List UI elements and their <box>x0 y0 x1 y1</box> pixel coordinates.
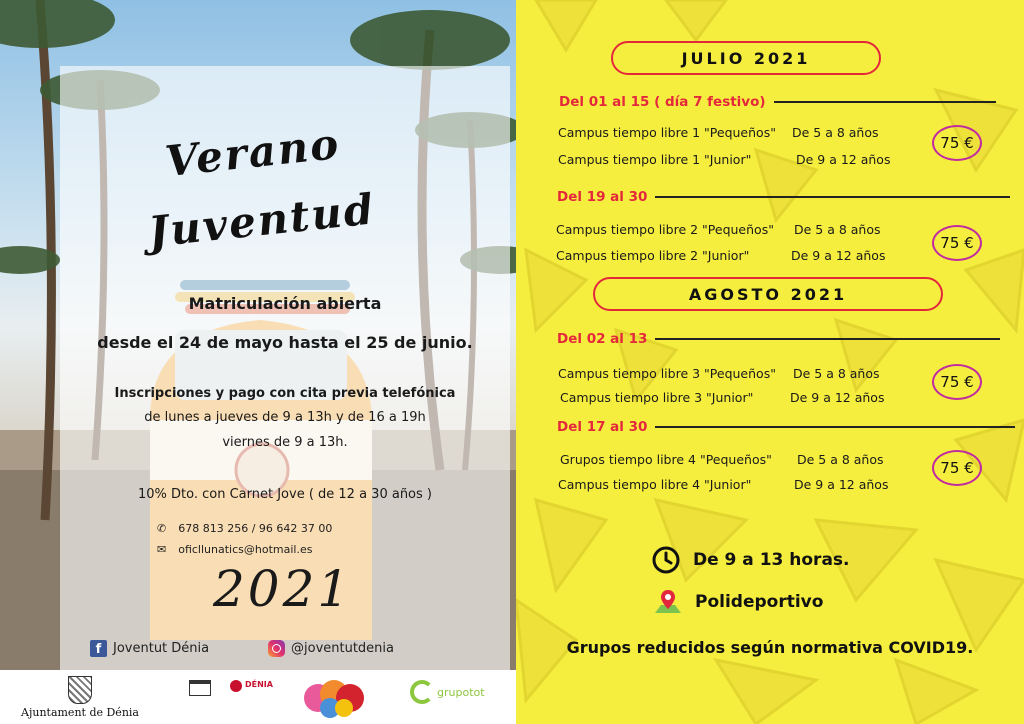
instagram-handle: @joventutdenia <box>291 641 394 656</box>
dinamica-logo <box>300 674 370 720</box>
period-2-label: Del 19 al 30 <box>557 189 1010 205</box>
contact-phone <box>157 522 332 535</box>
ajuntament-logo <box>20 676 140 719</box>
period-3-label: Del 02 al 13 <box>557 331 1000 347</box>
price-badge-3: 75 € <box>932 364 982 400</box>
coat-of-arms-icon <box>68 676 92 704</box>
unesco-temple-icon <box>189 680 211 696</box>
phone-number: 678 813 256 / 96 642 37 00 <box>178 522 333 535</box>
denia-dot-icon <box>230 680 242 692</box>
price-badge-2: 75 € <box>932 225 982 261</box>
campus-name: Campus tiempo libre 2 "Pequeños" <box>556 222 774 237</box>
campus-name: Campus tiempo libre 1 "Pequeños" <box>558 125 776 140</box>
inscripciones-heading: Inscripciones y pago con cita previa telefónica <box>114 386 456 401</box>
covid-note: Grupos reducidos según normativa COVID19. <box>566 638 974 657</box>
instagram-link <box>268 640 394 657</box>
julio-2021-header: JULIO 2021 <box>611 41 881 75</box>
year-2021: 2021 <box>213 560 353 618</box>
map-pin-icon <box>653 587 683 617</box>
discount-note: 10% Dto. con Carnet Jove ( de 12 a 30 años ) <box>137 487 432 502</box>
campus-ages: De 9 a 12 años <box>796 152 891 167</box>
envelope-icon: ✉ <box>157 543 167 556</box>
inscripciones-hours-friday: viernes de 9 a 13h. <box>222 435 348 450</box>
campus-ages: De 5 a 8 años <box>793 366 880 381</box>
phone-icon: ✆ <box>157 522 167 535</box>
facebook-icon: f <box>90 640 107 657</box>
title-juventud: Juventud <box>146 184 378 257</box>
grupotot-logo <box>410 680 485 704</box>
period-1-label: Del 01 al 15 ( día 7 festivo) <box>559 94 996 110</box>
campus-ages: De 9 a 12 años <box>790 390 885 405</box>
grupotot-ring-icon <box>410 680 434 704</box>
facebook-handle: Joventut Dénia <box>113 641 210 656</box>
campus-name: Grupos tiempo libre 4 "Pequeños" <box>560 452 772 467</box>
campus-name: Campus tiempo libre 3 "Junior" <box>560 390 754 405</box>
grupotot-text: grupotot <box>437 685 485 699</box>
period-4-label: Del 17 al 30 <box>557 419 1015 435</box>
sponsor-logo-strip <box>0 670 516 724</box>
campus-ages: De 5 a 8 años <box>794 222 881 237</box>
campus-ages: De 9 a 12 años <box>794 477 889 492</box>
title-verano: Verano <box>162 118 343 187</box>
inscripciones-hours-weekdays: de lunes a jueves de 9 a 13h y de 16 a 19h <box>144 410 426 425</box>
instagram-icon <box>268 640 285 657</box>
campus-name: Campus tiempo libre 1 "Junior" <box>558 152 752 167</box>
campus-ages: De 9 a 12 años <box>791 248 886 263</box>
campus-ages: De 5 a 8 años <box>797 452 884 467</box>
clock-icon <box>651 545 681 575</box>
contact-email <box>157 543 312 556</box>
email-address: oficllunatics@hotmail.es <box>178 543 313 556</box>
price-badge-4: 75 € <box>932 450 982 486</box>
denia-city-text: DÉNIA <box>245 680 273 689</box>
location-text: Polideportivo <box>695 592 824 612</box>
denia-city-logo <box>230 680 300 718</box>
unesco-logo <box>175 680 225 718</box>
campus-name: Campus tiempo libre 4 "Junior" <box>558 477 752 492</box>
facebook-link <box>90 640 209 657</box>
price-badge-1: 75 € <box>932 125 982 161</box>
campus-ages: De 5 a 8 años <box>792 125 879 140</box>
matricula-dates: desde el 24 de mayo hasta el 25 de junio. <box>97 333 473 352</box>
matricula-heading: Matriculación abierta <box>188 294 382 313</box>
ajuntament-name: Ajuntament de Dénia <box>21 706 139 719</box>
schedule-info <box>651 545 850 575</box>
campus-name: Campus tiempo libre 3 "Pequeños" <box>558 366 776 381</box>
right-panel <box>516 0 1024 724</box>
agosto-2021-header: AGOSTO 2021 <box>593 277 943 311</box>
schedule-text: De 9 a 13 horas. <box>693 550 850 570</box>
location-info <box>653 587 823 617</box>
campus-name: Campus tiempo libre 2 "Junior" <box>556 248 750 263</box>
